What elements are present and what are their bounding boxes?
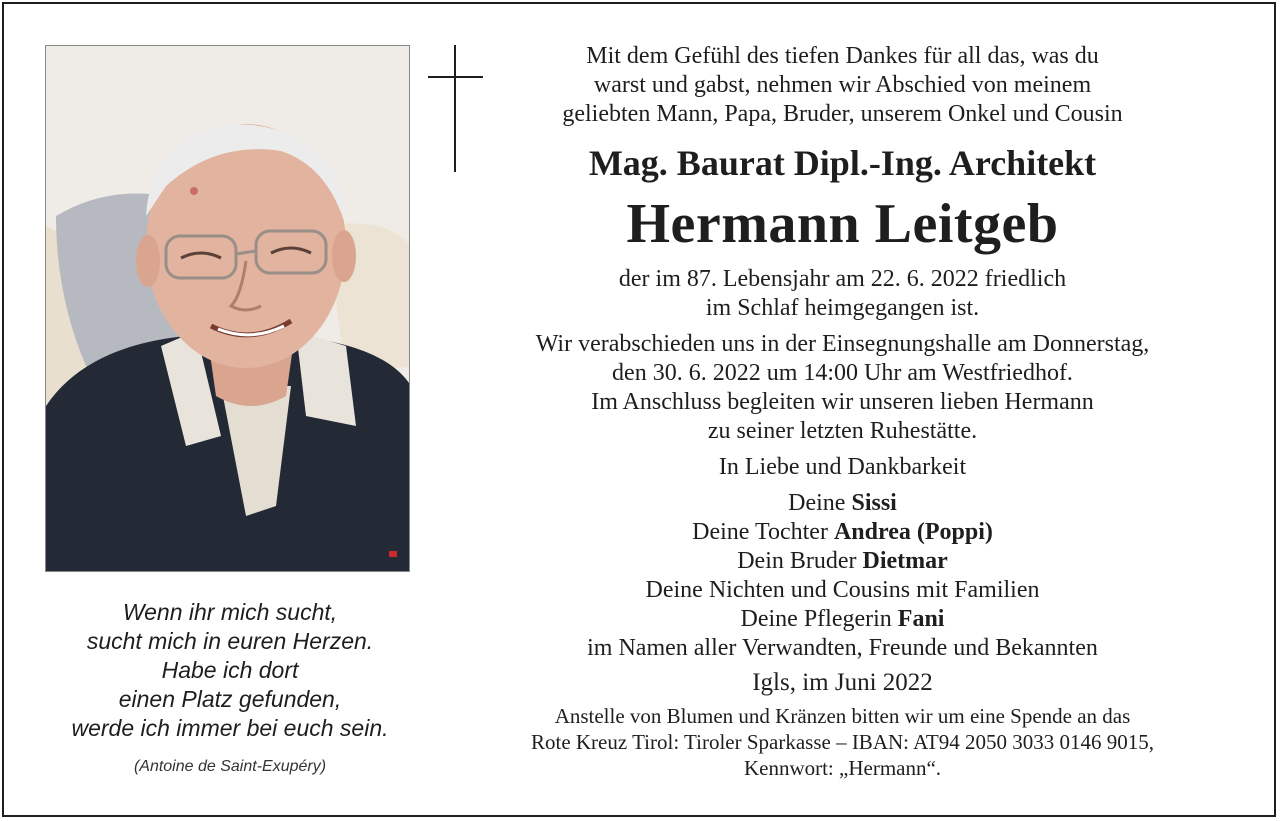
intro-line: warst und gabst, nehmen wir Abschied von meinem (593, 72, 1092, 98)
donation-line: Kennwort: „Hermann“. (743, 756, 942, 780)
portrait-photo (45, 45, 410, 572)
mourner-name: Andrea (Poppi) (833, 519, 993, 545)
closing-phrase (470, 453, 1215, 482)
mourner-name: Fani (897, 606, 945, 632)
mourner-name: Sissi (851, 490, 897, 516)
deceased-titles: Mag. Baurat Dipl.-Ing. Architekt (588, 143, 1097, 183)
deceased-name: Hermann Leitgeb (626, 193, 1059, 255)
quote-line: einen Platz gefunden, (118, 686, 342, 712)
death-notice-line: der im 87. Lebensjahr am 22. 6. 2022 friedlich (618, 266, 1067, 292)
mourner-relation: Deine (788, 490, 852, 516)
quote-line: Habe ich dort (161, 657, 299, 683)
mourner-name: Dietmar (862, 548, 948, 574)
place-date: Igls, im Juni 2022 (752, 669, 933, 696)
intro-line: Mit dem Gefühl des tiefen Dankes für all das, was du (586, 43, 1099, 69)
funeral-line: Im Anschluss begleiten wir unseren lieben Hermann (591, 389, 1094, 415)
mourner-relation: Deine Nichten und Cousins mit Familien (645, 577, 1040, 603)
mourner-entry (470, 576, 1215, 605)
death-notice-line: im Schlaf heimgegangen ist. (705, 295, 980, 321)
funeral-line: Wir verabschieden uns in der Einsegnungshalle am Donnerstag, (535, 331, 1150, 357)
donation-line: Rote Kreuz Tirol: Tiroler Sparkasse – IBAN: AT94 2050 3033 0146 9015, (530, 730, 1154, 754)
quote-line: Wenn ihr mich sucht, (122, 599, 338, 625)
donation-note (470, 703, 1215, 781)
mourner-relation: Deine Tochter (692, 519, 834, 545)
death-notice (470, 265, 1215, 323)
mourner-relation: Dein Bruder (737, 548, 863, 574)
intro-line: geliebten Mann, Papa, Bruder, unserem Onkel und Cousin (562, 101, 1123, 127)
mourner-entry (470, 605, 1215, 634)
memorial-quote (30, 598, 430, 743)
mourner-relation: im Namen aller Verwandten, Freunde und Bekannten (587, 635, 1098, 661)
mourner-entry (470, 547, 1215, 576)
funeral-line: den 30. 6. 2022 um 14:00 Uhr am Westfriedhof. (612, 360, 1073, 386)
funeral-details (470, 330, 1215, 446)
mourner-entry (470, 489, 1215, 518)
quote-line: werde ich immer bei euch sein. (71, 715, 389, 741)
closing-line: In Liebe und Dankbarkeit (718, 454, 967, 480)
donation-line: Anstelle von Blumen und Kränzen bitten wir um eine Spende an das (554, 704, 1131, 728)
mourner-entry (470, 518, 1215, 547)
mourner-entry (470, 634, 1215, 663)
portrait-image (46, 46, 410, 572)
mourner-relation: Deine Pflegerin (740, 606, 898, 632)
notice-body (470, 265, 1215, 663)
quote-author: (Antoine de Saint-Exupéry) (133, 758, 327, 775)
quote-line: sucht mich in euren Herzen. (86, 628, 374, 654)
mourners-list (470, 489, 1215, 663)
cross-vertical-bar (454, 45, 456, 172)
funeral-line: zu seiner letzten Ruhestätte. (707, 418, 978, 444)
intro-text (470, 42, 1215, 129)
